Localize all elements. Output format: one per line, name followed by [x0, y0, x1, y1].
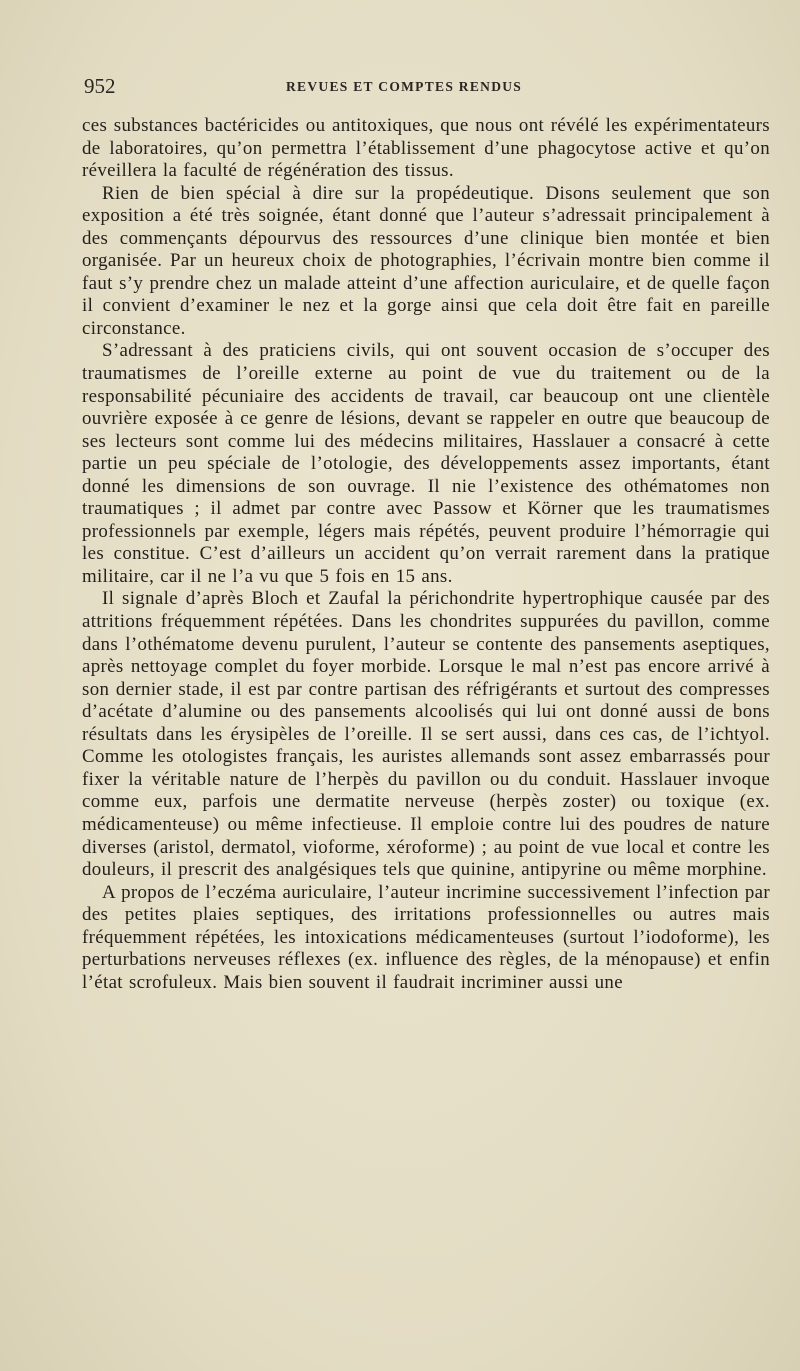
paragraph: ces substances bactéricides ou antitoxiques, que nous ont révélé les expérimentateurs de laboratoires, qu’on permettra l’établissement d’une phagocytose active et qu’on réveillera la faculté de régénération des tissus.	[82, 115, 770, 182]
paragraph: Rien de bien spécial à dire sur la propédeutique. Disons seulement que son exposition a été très soignée, étant donné que l’auteur s’adressait principalement à des commençants dépourvus des ressources d’une clinique bien montée et bien organisée. Par un heureux choix de photographies, l’écrivain montre bien comme il faut s’y prendre chez un malade atteint d’une affection auriculaire, et de quelle façon il convient d’examiner le nez et la gorge ainsi que cela doit être fait en pareille circonstance.	[82, 182, 770, 339]
running-head: REVUES ET COMPTES RENDUS	[286, 79, 523, 94]
paragraph: Il signale d’après Bloch et Zaufal la périchondrite hypertrophique causée par des attritions fréquemment répétées. Dans les chondrites suppurées du pavillon, comme dans l’othématome devenu purulent, l’auteur se contente des pansements aseptiques, après nettoyage complet du foyer morbide. Lorsque le mal n’est pas encore arrivé à son dernier stade, il est par contre partisan des réfrigérants et surtout des compresses d’acétate d’alumine ou des pansements alcoolisés qui lui ont donné aussi de bons résultats dans les érysipèles de l’oreille. Il se sert aussi, dans ces cas, de l’ichtyol. Comme les otologistes français, les auristes allemands sont assez embarrassés pour fixer la véritable nature de l’herpès du pavillon ou du conduit. Hasslauer invoque comme eux, parfois une dermatite nerveuse (herpès zoster) ou toxique (ex. médicamenteuse) ou même infectieuse. Il emploie contre lui des poudres de nature diverses (aristol, dermatol, vioforme, xéroforme) ; au point de vue local et contre les douleurs, il prescrit des analgésiques tels que quinine, antipyrine ou même morphine.	[82, 588, 770, 881]
body-text	[82, 115, 770, 994]
paragraph: A propos de l’eczéma auriculaire, l’auteur incrimine successivement l’infection par des petites plaies septiques, des irritations professionnelles ou autres mais fréquemment répétées, les intoxications médicamenteuses (surtout l’iodoforme), les perturbations nerveuses réflexes (ex. influence des règles, de la ménopause) et enfin l’état scrofuleux. Mais bien souvent il faudrait incriminer aussi une	[82, 881, 770, 993]
page-header	[84, 74, 774, 98]
paragraph: S’adressant à des praticiens civils, qui ont souvent occasion de s’occuper des traumatismes de l’oreille externe au point de vue du traitement ou de la responsabilité pécuniaire des accidents de travail, car beaucoup ont une clientèle ouvrière exposée à ce genre de lésions, devant se rappeler en outre que beaucoup de ses lecteurs sont comme lui des médecins militaires, Hasslauer a consacré à cette partie un peu spéciale de l’otologie, des développements assez importants, étant donné les dimensions de son ouvrage. Il nie l’existence des othématomes non traumatiques ; il admet par contre avec Passow et Körner que les traumatismes professionnels par exemple, légers mais répétés, peuvent produire l’hémorragie qui les constitue. C’est d’ailleurs un accident qu’on verrait rarement dans la pratique militaire, car il ne l’a vu que 5 fois en 15 ans.	[82, 340, 770, 587]
page-number: 952	[84, 74, 116, 98]
